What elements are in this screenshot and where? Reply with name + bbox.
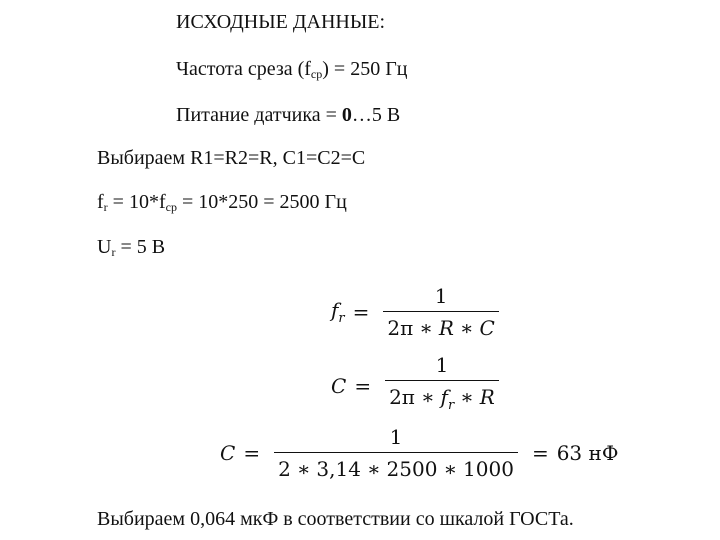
formula3-denominator: 2 ∗ 3,14 ∗ 2500 ∗ 1000 (274, 452, 518, 482)
ur-line (97, 235, 165, 259)
formula1-denominator: 2π ∗ R ∗ C (383, 311, 498, 341)
given-heading-text: ИСХОДНЫЕ ДАННЫЕ: (176, 11, 386, 33)
formula2-fraction (385, 352, 499, 419)
fr-mid: = 10*f (107, 191, 166, 213)
formula3-lhs: C (220, 441, 236, 465)
cutoff-subscript: ср (310, 67, 323, 81)
formula-c-numeric (220, 424, 618, 482)
cutoff-suffix: ) = 250 Гц (322, 58, 408, 80)
sensor-supply-line (176, 103, 400, 127)
formula3-numerator: 1 (389, 425, 403, 449)
fr-symbol: f (97, 191, 104, 213)
formula1-fraction (383, 283, 498, 341)
supply-suffix: …5 В (351, 104, 401, 126)
choice-text: Выбираем R1=R2=R, C1=C2=C (97, 147, 366, 169)
choice-line (97, 146, 365, 170)
formula1-lhs: $f_r$ (331, 298, 345, 326)
formula1-equals: = (352, 300, 370, 324)
ur-rest: = 5 В (115, 236, 166, 258)
formula2-equals: = (354, 373, 372, 398)
formula2-denominator: 2π ∗ $f_r$ ∗ R (385, 380, 499, 419)
cutoff-prefix: Частота среза (f (176, 58, 311, 80)
formula-c (331, 352, 505, 419)
cutoff-frequency-line (176, 57, 407, 81)
fcp-subscript: ср (165, 200, 177, 214)
conclusion-text: Выбираем 0,064 мкФ в соответствии со шкалой ГОСТа. (97, 508, 574, 530)
given-heading (176, 10, 385, 34)
formula-fr (331, 283, 505, 341)
fr-subscript: r (103, 200, 108, 214)
supply-prefix: Питание датчика = (176, 104, 342, 126)
ur-subscript: r (111, 245, 116, 259)
conclusion-line (97, 507, 574, 531)
formula1-numerator: 1 (434, 284, 448, 308)
formula3-equals-2: = (531, 441, 549, 465)
supply-zero: 0 (341, 104, 352, 126)
formula3-equals: = (243, 441, 261, 465)
formula2-numerator: 1 (435, 353, 449, 377)
ur-symbol: U (97, 236, 112, 258)
fr-rest: = 10*250 = 2500 Гц (176, 191, 347, 213)
formula3-result: 63 нФ (556, 441, 619, 465)
formula3-fraction (274, 424, 518, 482)
formula2-lhs: C (331, 373, 347, 398)
fr-line (97, 190, 347, 214)
